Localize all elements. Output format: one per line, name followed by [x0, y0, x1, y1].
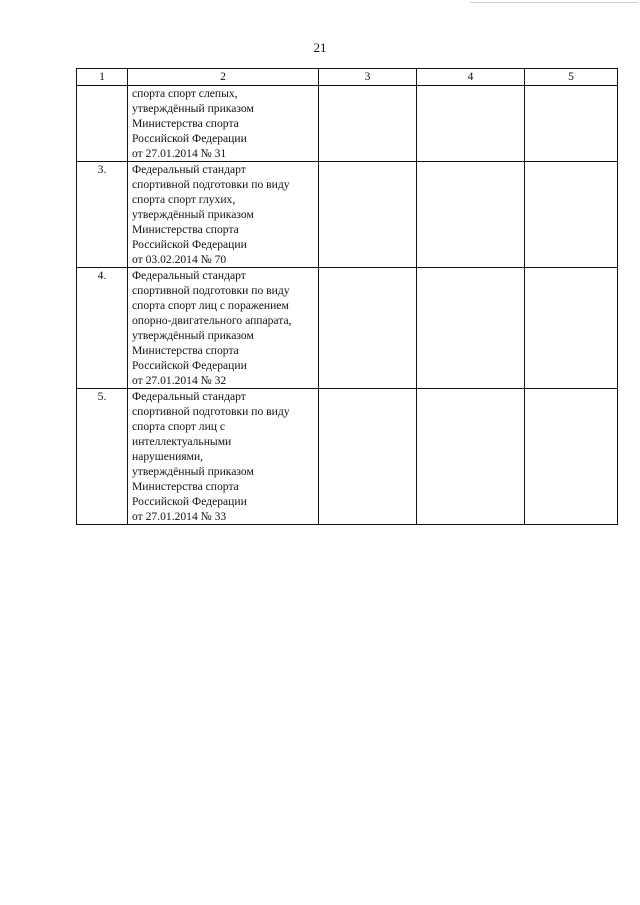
header-col-1: 1 — [77, 69, 128, 86]
row-col4-cell — [417, 86, 525, 162]
table-row — [77, 162, 618, 268]
page-number: 21 — [313, 40, 327, 55]
row-col5-cell — [525, 389, 618, 525]
row-description-cell: Федеральный стандарт спортивной подготовки по виду спорта спорт лиц с интеллектуальными нарушениями, утверждённый приказом Министерства спорта Российской Федерации от 27.01.2014 № 33 — [128, 389, 319, 525]
row-col5-cell — [525, 268, 618, 389]
row-col5-cell — [525, 86, 618, 162]
row-number-cell — [77, 86, 128, 162]
table-row — [77, 389, 618, 525]
header-col-5: 5 — [525, 69, 618, 86]
scan-edge-mark — [470, 2, 638, 3]
header-col-4: 4 — [417, 69, 525, 86]
row-col4-cell — [417, 162, 525, 268]
row-col3-cell — [319, 162, 417, 268]
row-col3-cell — [319, 389, 417, 525]
table-header-row — [77, 69, 618, 86]
row-description-cell: Федеральный стандарт спортивной подготовки по виду спорта спорт лиц с поражением опорно-двигательного аппарата, утверждённый приказом Министерства спорта Российской Федерации от 27.01.2014 № 32 — [128, 268, 319, 389]
row-number-cell: 3. — [77, 162, 128, 268]
document-table — [76, 68, 618, 525]
header-col-2: 2 — [128, 69, 319, 86]
table-row — [77, 268, 618, 389]
row-col4-cell — [417, 268, 525, 389]
table-row — [77, 86, 618, 162]
row-number-cell: 4. — [77, 268, 128, 389]
header-col-3: 3 — [319, 69, 417, 86]
row-description-cell: Федеральный стандарт спортивной подготовки по виду спорта спорт глухих, утверждённый приказом Министерства спорта Российской Федерации от 03.02.2014 № 70 — [128, 162, 319, 268]
row-number-cell: 5. — [77, 389, 128, 525]
row-col5-cell — [525, 162, 618, 268]
row-col4-cell — [417, 389, 525, 525]
row-description-cell: спорта спорт слепых, утверждённый приказом Министерства спорта Российской Федерации от 27.01.2014 № 31 — [128, 86, 319, 162]
row-col3-cell — [319, 268, 417, 389]
row-col3-cell — [319, 86, 417, 162]
